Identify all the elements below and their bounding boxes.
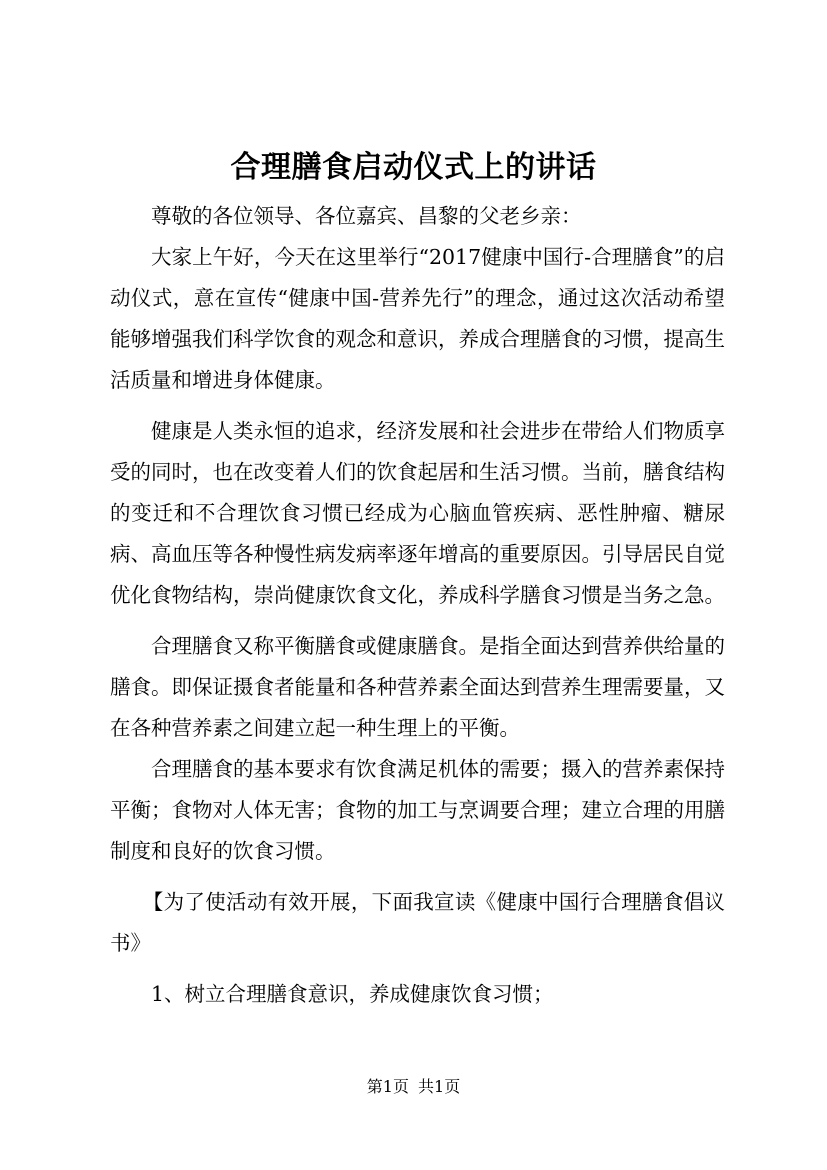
salutation-paragraph: 尊敬的各位领导、各位嘉宾、昌黎的父老乡亲：: [151, 204, 582, 228]
document-body: [110, 196, 725, 1015]
paragraph-list-item-1: 1、树立合理膳食意识，养成健康饮食习惯；: [151, 982, 554, 1006]
paragraph-proposal-intro: 【为了使活动有效开展，下面我宣读《健康中国行合理膳食倡议书》: [110, 890, 725, 955]
page-footer: [0, 1076, 827, 1098]
paragraph-requirements: 合理膳食的基本要求有饮食满足机体的需要；摄入的营养素保持平衡；食物对人体无害；食物的加工与烹调要合理；建立合理的用膳制度和良好的饮食习惯。: [110, 757, 725, 863]
paragraph-greeting: 大家上午好，今天在这里举行“2017健康中国行-合理膳食”的启动仪式，意在宣传“健康中国-营养先行”的理念，通过这次活动希望能够增强我们科学饮食的观念和意识，养成合理膳食的习惯，提高生活质量和增进身体健康。: [110, 245, 725, 392]
paragraph-health: 健康是人类永恒的追求，经济发展和社会进步在带给人们物质享受的同时，也在改变着人们的饮食起居和生活习惯。当前，膳食结构的变迁和不合理饮食习惯已经成为心脑血管疾病、恶性肿瘤、糖尿病、高血压等各种慢性病发病率逐年增高的重要原因。引导居民自觉优化食物结构，崇尚健康饮食文化，养成科学膳食习惯是当务之急。: [110, 419, 725, 607]
page-title: 合理膳食启动仪式上的讲话: [230, 150, 597, 185]
paragraph-definition: 合理膳食又称平衡膳食或健康膳食。是指全面达到营养供给量的膳食。即保证摄食者能量和各种营养素全面达到营养生理需要量，又在各种营养素之间建立起一种生理上的平衡。: [110, 634, 725, 740]
page-total: 共1页: [418, 1077, 461, 1096]
page-number: 第1页: [366, 1077, 409, 1096]
